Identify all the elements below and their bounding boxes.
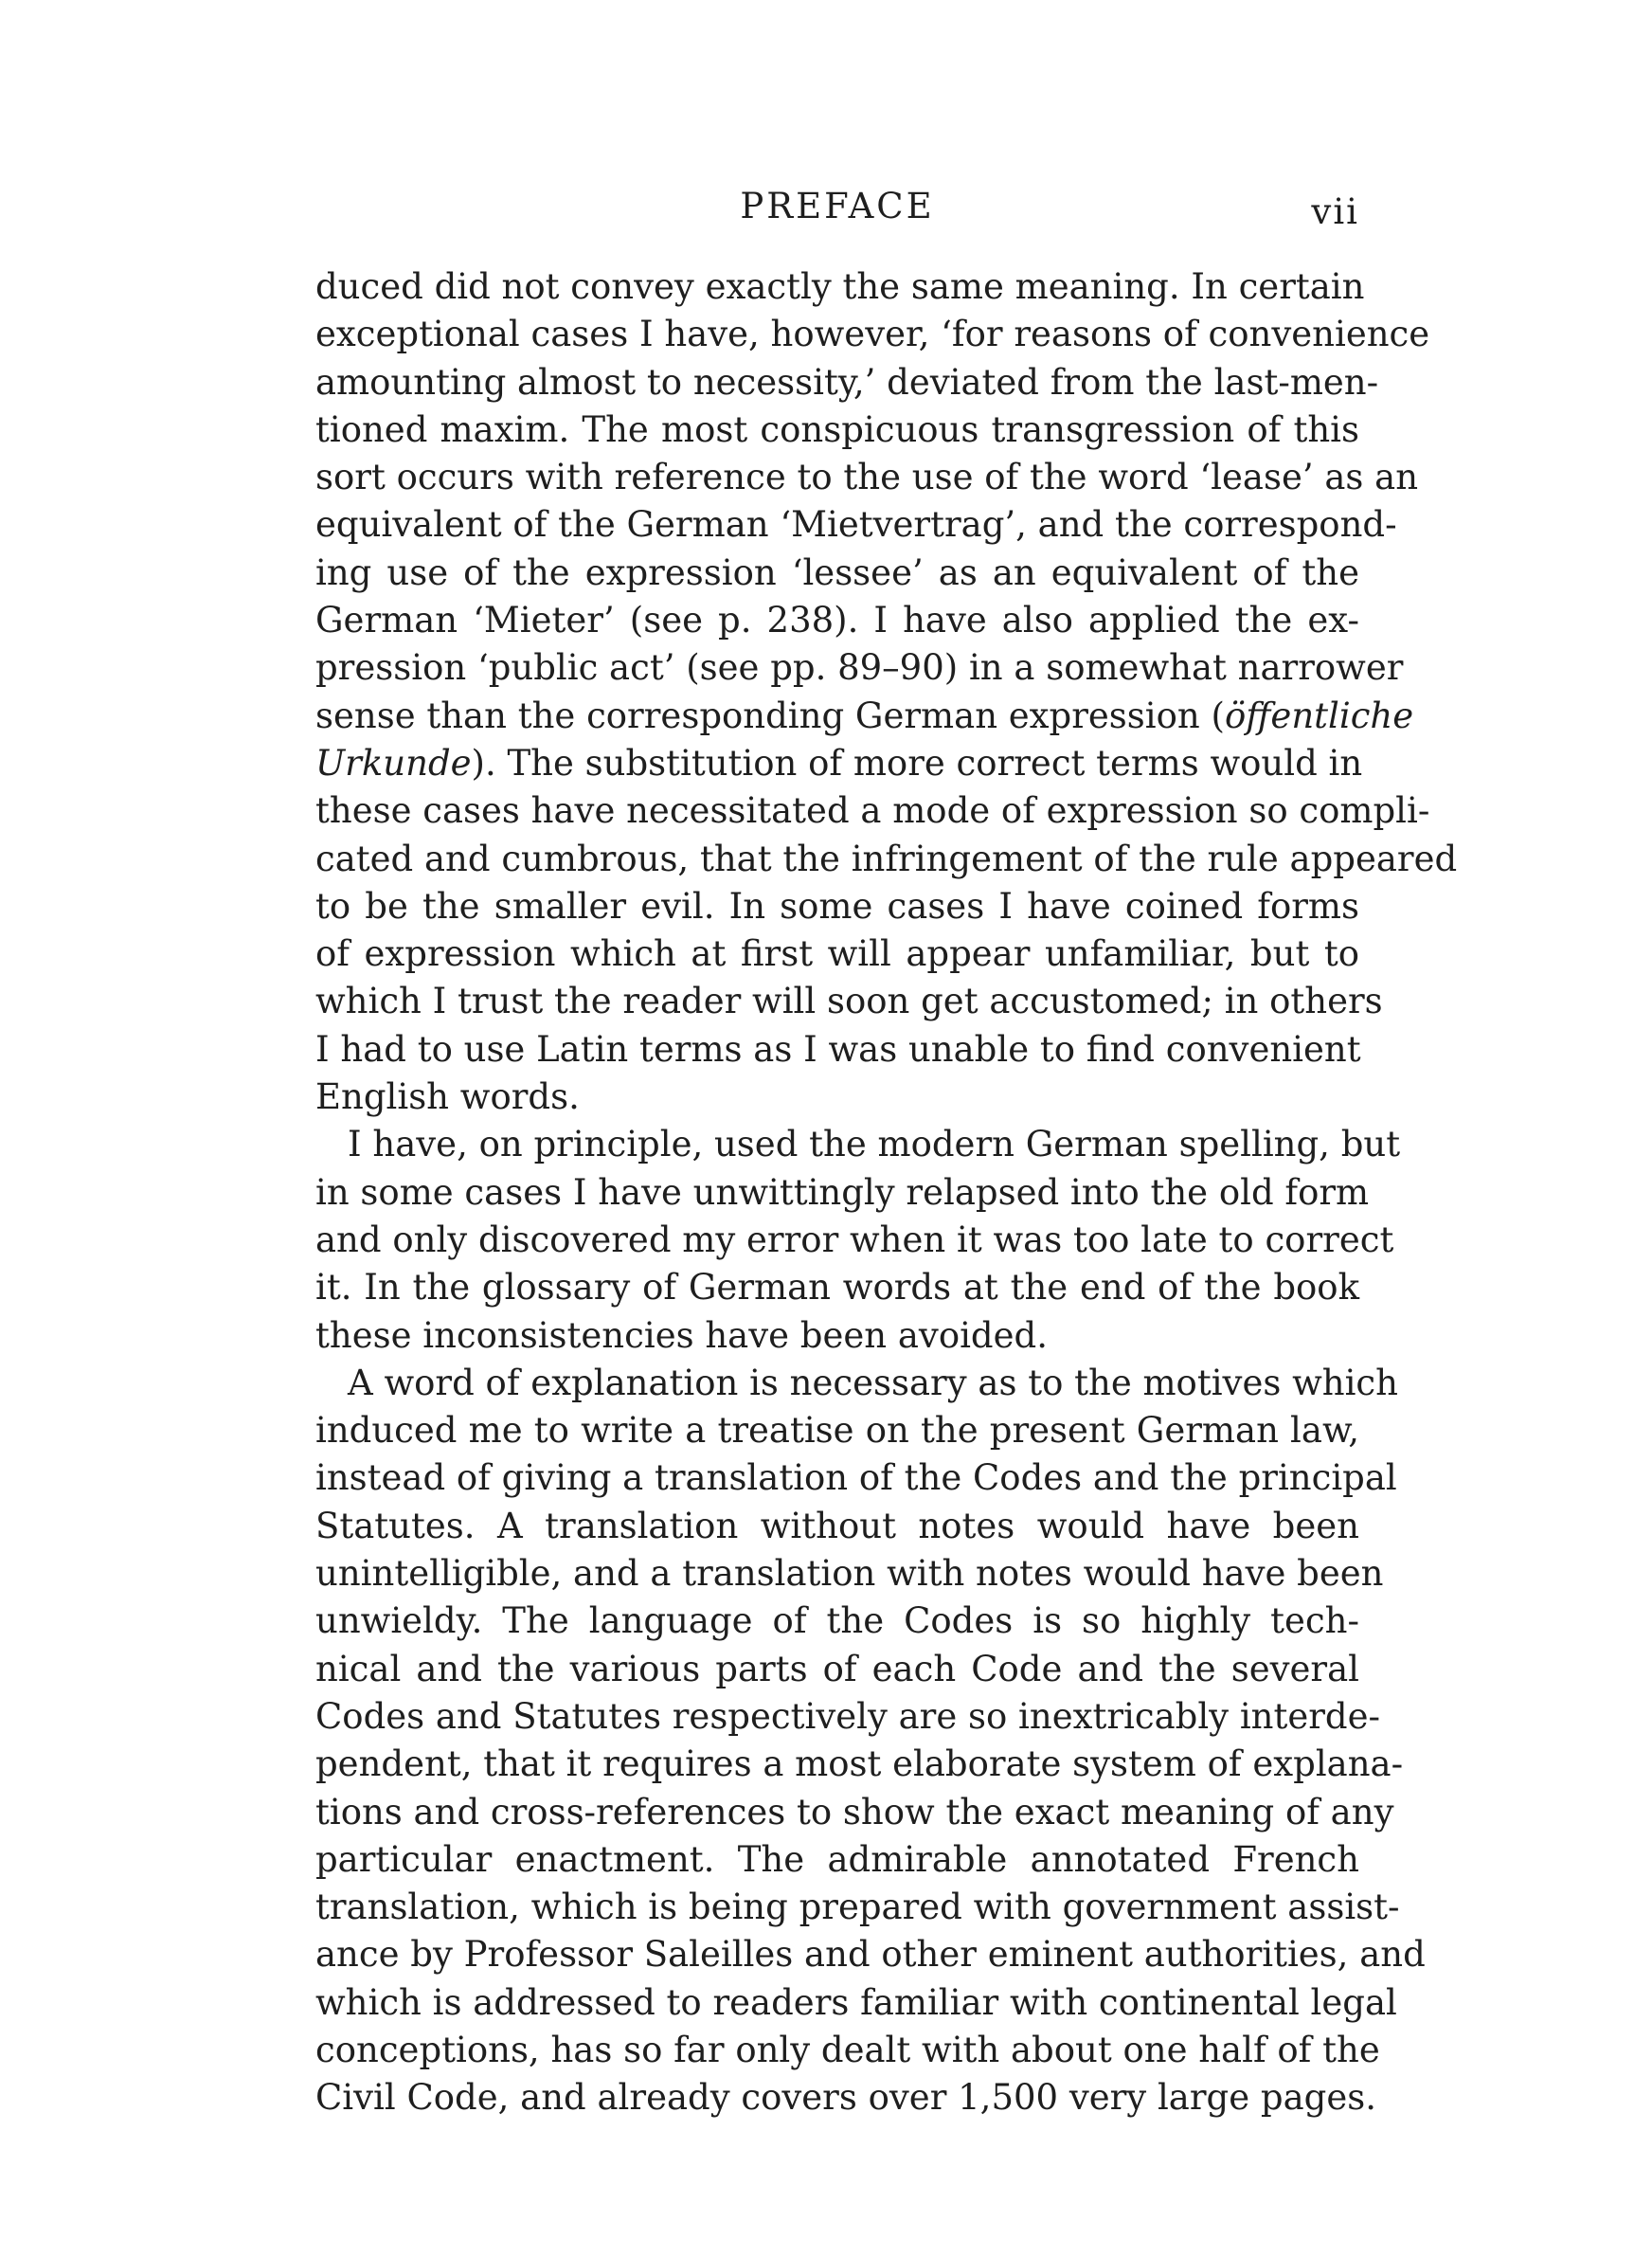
text-run: equivalent of the German ‘Mietvertrag’, and the correspond- xyxy=(315,504,1397,546)
text-line xyxy=(315,978,1383,1025)
text-line xyxy=(315,2027,1380,2074)
text-run: and only discovered my error when it was too late to correct xyxy=(315,1219,1394,1260)
text-run: Codes and Statutes respectively are so inextricably interde- xyxy=(315,1695,1381,1737)
text-line xyxy=(315,1836,1359,1884)
text-line xyxy=(315,1789,1394,1836)
text-line xyxy=(315,1407,1359,1454)
text-line xyxy=(315,1121,1401,1168)
text-run: I had to use Latin terms as I was unable to find convenient xyxy=(315,1028,1361,1070)
text-run: unwieldy. The language of the Codes is so highly tech- xyxy=(315,1600,1359,1642)
text-line xyxy=(315,1264,1359,1311)
text-run: unintelligible, and a translation with notes would have been xyxy=(315,1553,1384,1595)
text-run: translation, which is being prepared with government assist- xyxy=(315,1887,1400,1928)
running-head xyxy=(315,186,1359,243)
text-run: pression ‘public act’ (see pp. 89–90) in a somewhat narrower xyxy=(315,647,1404,689)
text-run: to be the smaller evil. In some cases I have coined forms xyxy=(315,885,1359,927)
italic-text: Urkunde xyxy=(315,742,472,784)
text-run: induced me to write a treatise on the present German law, xyxy=(315,1410,1359,1452)
text-run: ance by Professor Saleilles and other eminent authorities, and xyxy=(315,1934,1426,1976)
text-run: Civil Code, and already covers over 1,500 very large pages. xyxy=(315,2077,1376,2119)
text-line xyxy=(315,406,1359,454)
text-line xyxy=(315,1312,1359,1360)
text-line xyxy=(315,597,1359,644)
text-line xyxy=(315,1979,1397,2027)
text-run: duced did not convey exactly the same meaning. In certain xyxy=(315,266,1365,307)
text-run: I have, on principle, used the modern German spelling, but xyxy=(348,1124,1401,1165)
text-run: ). The substitution of more correct terms would in xyxy=(471,742,1363,784)
text-run: ing use of the expression ‘lessee’ as an equivalent of the xyxy=(315,551,1359,593)
paragraph xyxy=(315,263,1458,1121)
text-run: particular enactment. The admirable annotated French xyxy=(315,1838,1359,1880)
text-line xyxy=(315,501,1397,549)
text-run: which I trust the reader will soon get accustomed; in others xyxy=(315,981,1383,1022)
paragraph xyxy=(315,1121,1401,1359)
text-line xyxy=(315,1693,1381,1741)
text-line xyxy=(315,1741,1404,1788)
text-line xyxy=(315,644,1404,692)
page-title: PREFACE xyxy=(740,186,935,226)
text-run: nical and the various parts of each Code and the several xyxy=(315,1648,1359,1689)
body-text xyxy=(315,263,1458,2122)
text-run: A word of explanation is necessary as to the motives which xyxy=(348,1362,1398,1403)
text-run: cated and cumbrous, that the infringement of the rule appeared xyxy=(315,838,1458,879)
text-line xyxy=(315,1646,1359,1693)
text-run: in some cases I have unwittingly relapsed into the old form xyxy=(315,1171,1370,1213)
text-line xyxy=(315,1931,1426,1978)
text-line xyxy=(315,1598,1359,1645)
text-line xyxy=(315,836,1458,883)
text-line xyxy=(315,454,1419,501)
text-run: amounting almost to necessity,’ deviated from the last-men- xyxy=(315,361,1379,403)
text-line xyxy=(315,311,1430,358)
text-run: instead of giving a translation of the Codes and the principal xyxy=(315,1457,1397,1499)
text-run: sense than the corresponding German expression ( xyxy=(315,695,1225,736)
text-run: exceptional cases I have, however, ‘for reasons of convenience xyxy=(315,314,1430,355)
text-line xyxy=(315,1454,1397,1502)
text-run: tions and cross-references to show the exact meaning of any xyxy=(315,1791,1394,1833)
text-line xyxy=(315,550,1359,597)
text-run: it. In the glossary of German words at the end of the book xyxy=(315,1267,1359,1309)
text-run: which is addressed to readers familiar with continental legal xyxy=(315,1981,1397,2023)
text-run: of expression which at first will appear unfamiliar, but to xyxy=(315,933,1359,975)
text-line xyxy=(315,1884,1400,1931)
text-run: English words. xyxy=(315,1076,580,1118)
text-line xyxy=(315,883,1359,930)
text-line xyxy=(315,1169,1370,1217)
text-line xyxy=(315,1550,1384,1598)
text-run: these inconsistencies have been avoided. xyxy=(315,1314,1048,1356)
text-run: pendent, that it requires a most elaborate system of explana- xyxy=(315,1743,1404,1785)
text-line xyxy=(315,1026,1359,1074)
italic-text: öffentliche xyxy=(1224,695,1414,736)
text-line xyxy=(315,1217,1394,1264)
text-line xyxy=(315,359,1379,406)
text-line xyxy=(315,1503,1359,1550)
text-run: these cases have necessitated a mode of expression so compli- xyxy=(315,790,1430,832)
text-line xyxy=(315,2074,1376,2122)
text-line xyxy=(315,1360,1398,1407)
text-run: tioned maxim. The most conspicuous transgression of this xyxy=(315,408,1359,450)
paragraph xyxy=(315,1360,1426,2122)
text-line xyxy=(315,1074,1359,1121)
text-run: conceptions, has so far only dealt with about one half of the xyxy=(315,2029,1380,2070)
page-number: vii xyxy=(1311,191,1359,232)
text-line xyxy=(315,263,1365,311)
text-run: Statutes. A translation without notes would have been xyxy=(315,1505,1359,1546)
text-run: sort occurs with reference to the use of the word ‘lease’ as an xyxy=(315,457,1419,498)
text-line xyxy=(315,787,1430,835)
text-line xyxy=(315,740,1363,787)
text-line xyxy=(315,693,1414,740)
text-run: German ‘Mieter’ (see p. 238). I have also applied the ex- xyxy=(315,600,1359,641)
text-line xyxy=(315,930,1359,978)
